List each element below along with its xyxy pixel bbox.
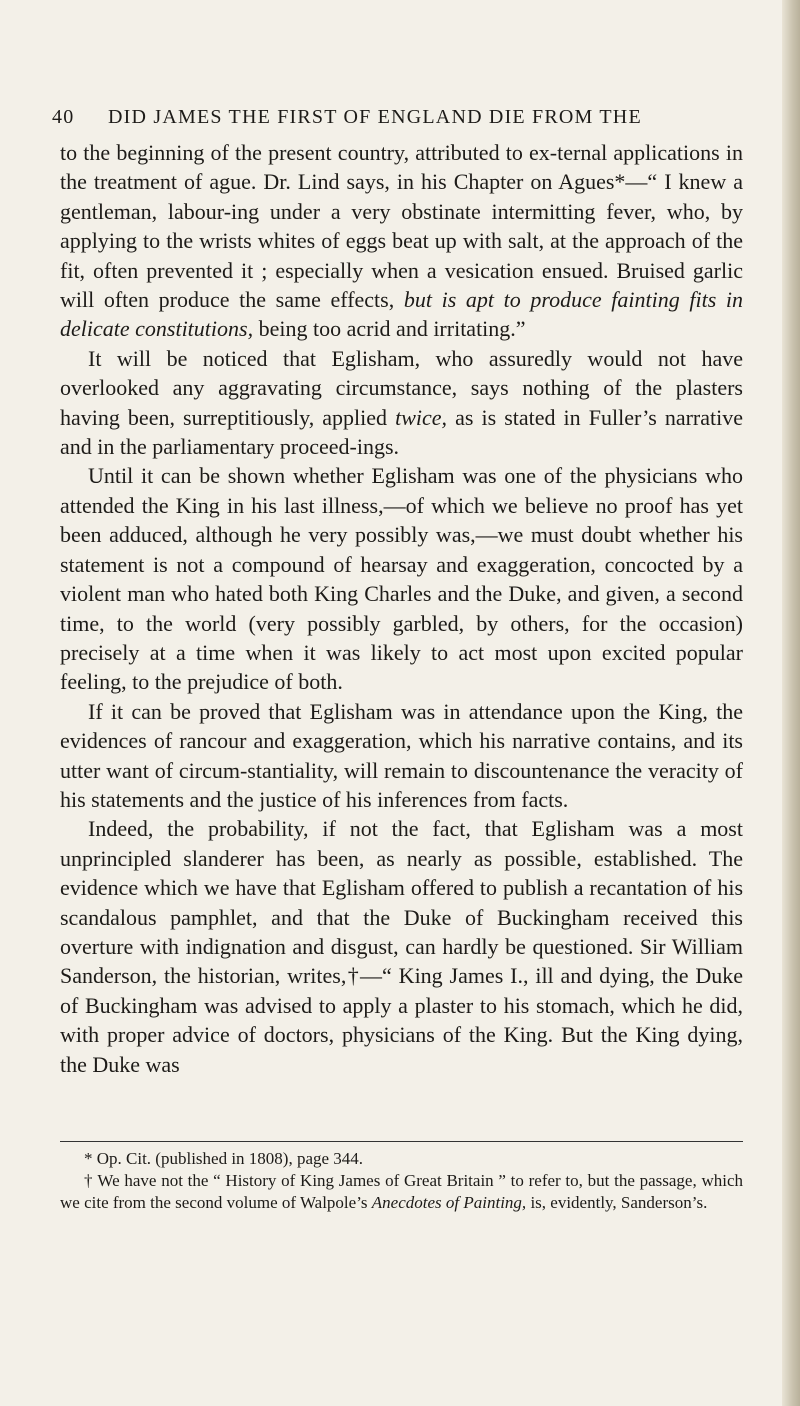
- paragraph-4: If it can be proved that Eglisham was in attendance upon the King, the evidences of rancour and exaggeration, which his narrative contains, and its utter want of circum-stantiality, will remain to discountenance the veracity of his statements and the justice of his inferences from facts.: [60, 698, 743, 812]
- footnote-2-end: is, evidently, Sanderson’s.: [526, 1193, 708, 1212]
- paragraph-2: [60, 344, 743, 462]
- footnote-rule: [60, 1141, 743, 1142]
- paragraph-1-end: being too acrid and irritating.”: [253, 316, 526, 342]
- footnote-2: [60, 1170, 743, 1214]
- paragraph-1-italic: but is apt to produce fainting fits in delicate constitutions,: [60, 287, 743, 342]
- footnote-2-text: † We have not the “ History of King James of Great Britain ” to refer to, but the passage, which we cite from the second volume of Walpole’s: [60, 1171, 743, 1212]
- paragraph-3: Until it can be shown whether Eglisham was one of the physicians who attended the King in his last illness,—of which we believe no proof has yet been adduced, although he very possibly was,—we must doubt whether his statement is not a compound of hearsay and exaggeration, concocted by a violent man who hated both King Charles and the Duke, and given, a second time, to the world (very possibly garbled, by others, for the occasion) precisely at a time when it was likely to act most upon excited popular feeling, to the prejudice of both.: [60, 463, 743, 695]
- footnotes: [60, 1148, 743, 1214]
- footnote-1: * Op. Cit. (published in 1808), page 344.: [84, 1149, 364, 1168]
- paragraph-2-text: It will be noticed that Eglisham, who assuredly would not have overlooked any aggravating circumstance, says nothing of the plasters having been, surreptitiously, applied: [60, 345, 743, 430]
- body-text: [60, 138, 743, 1079]
- paragraph-1-text: to the beginning of the present country, attributed to ex-ternal applications in the treatment of ague. Dr. Lind says, in his Chapter on Agues*—“ I knew a gentleman, labour-ing under a very obstinate intermitting fever, who, by applying to the wrists whites of eggs beat up with salt, at the approach of the fit, often prevented it ; especially when a vesication ensued. Bruised garlic will often produce the same effects,: [60, 140, 743, 313]
- paragraph-2-end: as is stated in Fuller’s narrative and in the parliamentary proceed-ings.: [60, 404, 744, 460]
- paragraph-2-italic: twice,: [395, 404, 448, 430]
- paragraph-5: Indeed, the probability, if not the fact, that Eglisham was a most unprincipled slanderer has been, as nearly as possible, established. The evidence which we have that Eglisham offered to publish a recantation of his scandalous pamphlet, and that the Duke of Buckingham received this overture with indignation and disgust, can hardly be questioned. Sir William Sanderson, the historian, writes,†—“ King James I., ill and dying, the Duke of Buckingham was advised to apply a plaster to his stomach, which he did, with proper advice of doctors, physicians of the King. But the King dying, the Duke was: [60, 816, 743, 1077]
- page-header: [52, 106, 732, 129]
- footnote-2-italic: Anecdotes of Painting,: [371, 1193, 527, 1212]
- page-edge-shadow: [782, 0, 800, 1406]
- running-head: DID JAMES THE FIRST OF ENGLAND DIE FROM THE: [108, 106, 642, 128]
- paragraph-1: [60, 138, 743, 344]
- page-number: 40: [52, 106, 75, 128]
